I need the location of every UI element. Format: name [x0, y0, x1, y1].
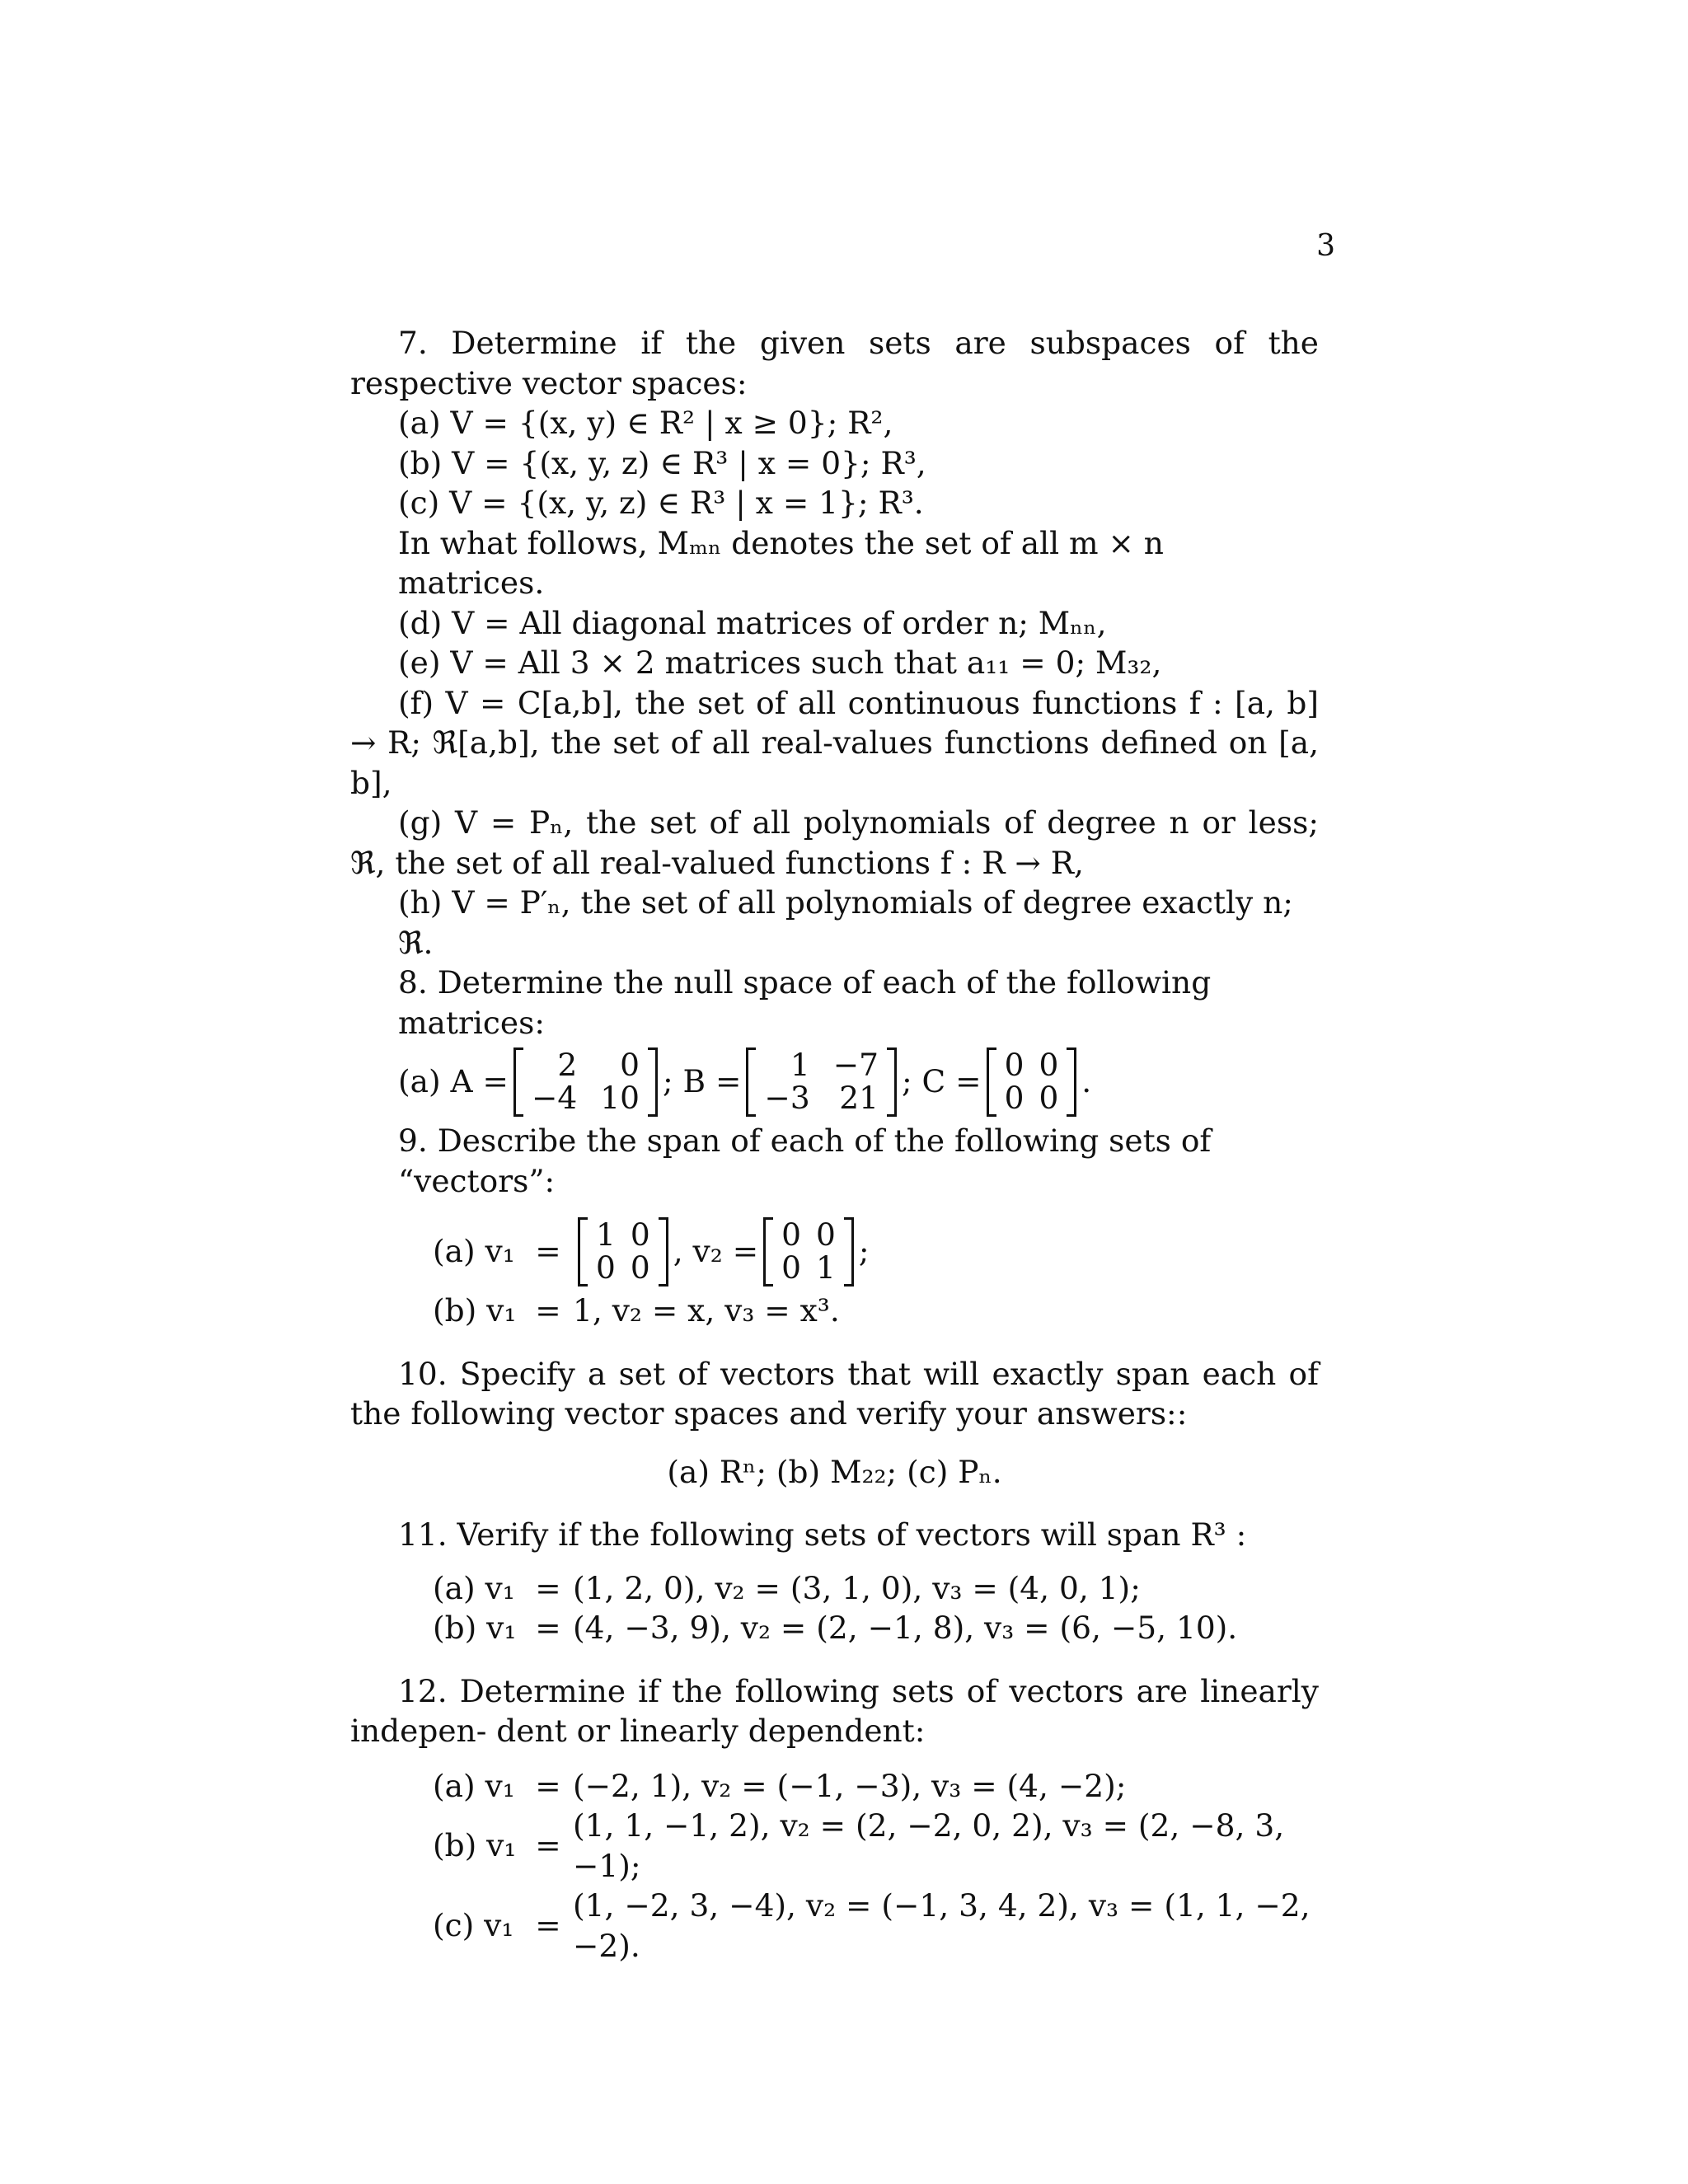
right-bracket-icon	[1067, 1047, 1076, 1117]
q12-row-c	[433, 1886, 1319, 1966]
matrix-v2-entries	[773, 1216, 844, 1286]
matrix-v1-entry: 1	[596, 1216, 616, 1254]
q12-b-label: (b) v₁	[433, 1827, 517, 1864]
q9-a-eq: =	[535, 1233, 561, 1270]
matrix-A-entry: 10	[600, 1080, 640, 1117]
q7-part-c: (c) V = {(x, y, z) ∈ R³ | x = 1}; R³.	[398, 485, 924, 521]
q7-part-e: (e) V = All 3 × 2 matrices such that a₁₁ = 0; M₃₂,	[398, 644, 1162, 681]
matrix-v2-entry: 0	[815, 1216, 836, 1254]
matrix-v2-entry: 0	[781, 1249, 801, 1286]
right-bracket-icon	[887, 1047, 897, 1117]
page-number: 3	[1316, 229, 1335, 263]
q9-part-a	[350, 1212, 1319, 1291]
matrix-A-entry: 2	[557, 1047, 578, 1084]
q12-c-eq: =	[535, 1907, 561, 1944]
matrix-A	[513, 1047, 658, 1117]
q7-part-g	[350, 803, 1319, 883]
q11-a-label: (a) v₁	[433, 1569, 515, 1606]
q8-sep-B: ; B =	[662, 1063, 742, 1100]
exercise-text	[350, 323, 1319, 1966]
matrix-A-entries	[523, 1049, 648, 1115]
question-12	[350, 1671, 1319, 1966]
q10-line2: following vector spaces and verify your answers::	[410, 1395, 1188, 1432]
question-11	[350, 1515, 1319, 1648]
q11-intro: 11. Verify if the following sets of vectors will span R³ :	[398, 1516, 1247, 1553]
q12-row-a	[433, 1766, 1319, 1807]
q7-part-h: (h) V = P′ₙ, the set of all polynomials of degree exactly n; ℜ.	[398, 884, 1293, 961]
q8-label-a: (a) A =	[398, 1063, 509, 1100]
q11-equations	[433, 1568, 1237, 1648]
q10-display: (a) Rⁿ; (b) M₂₂; (c) Pₙ.	[667, 1453, 1002, 1490]
right-bracket-icon	[844, 1217, 854, 1286]
q11-row-a	[433, 1568, 1237, 1609]
q9-intro: 9. Describe the span of each of the following sets of “vectors”:	[398, 1122, 1212, 1199]
q11-row-b	[433, 1608, 1237, 1648]
matrix-B-entries	[756, 1049, 887, 1115]
q7-part-f-line2: R; ℜ[a,b], the set of all real-values functions defined on [a, b],	[350, 724, 1319, 801]
q12-b-rhs: (1, 1, −1, 2), v₂ = (2, −2, 0, 2), v₃ = (2, −8, 3, −1);	[573, 1807, 1285, 1884]
q8-matrices	[350, 1043, 1319, 1121]
question-8	[350, 963, 1319, 1121]
left-bracket-icon	[746, 1047, 756, 1117]
q9-part-b	[433, 1291, 840, 1331]
matrix-v2-entry: 0	[781, 1216, 801, 1254]
q12-a-rhs: (−2, 1), v₂ = (−1, −3), v₃ = (4, −2);	[573, 1767, 1127, 1804]
q12-equations	[433, 1766, 1319, 1966]
q12-line1: 12. Determine if the following sets of vectors are linearly indepen-	[350, 1672, 1319, 1749]
q11-b-label: (b) v₁	[433, 1610, 517, 1646]
q12-c-rhs: (1, −2, 3, −4), v₂ = (−1, 3, 4, 2), v₃ = (1, 1, −2, −2).	[573, 1887, 1311, 1964]
matrix-B-entry: 21	[839, 1080, 879, 1117]
matrix-A-entry: 0	[620, 1047, 640, 1084]
q7-intro-line2: spaces:	[631, 364, 748, 401]
matrix-v1-entry: 0	[596, 1249, 616, 1286]
matrix-v1-entries	[588, 1216, 659, 1286]
matrix-C-entries	[996, 1049, 1067, 1115]
matrix-B-entry: 1	[790, 1047, 810, 1084]
q9-b-eq: =	[535, 1292, 561, 1329]
q7-part-a: (a) V = {(x, y) ∈ R² | x ≥ 0}; R²,	[398, 405, 893, 441]
q9-a-end: ;	[858, 1233, 870, 1270]
matrix-C-entry: 0	[1039, 1080, 1059, 1117]
q10-text	[350, 1354, 1319, 1434]
matrix-A-entry: −4	[531, 1080, 578, 1117]
left-bracket-icon	[987, 1047, 996, 1117]
q10-line1: 10. Specify a set of vectors that will exactly span each of the	[350, 1355, 1319, 1432]
q9-a-label: (a) v₁	[433, 1233, 515, 1270]
question-7	[350, 323, 1319, 963]
q12-row-b	[433, 1806, 1319, 1886]
question-9	[350, 1121, 1319, 1331]
q8-end: .	[1081, 1063, 1092, 1100]
question-10	[350, 1354, 1319, 1493]
left-bracket-icon	[763, 1217, 773, 1286]
matrix-B-entry: −7	[832, 1047, 879, 1084]
q12-a-label: (a) v₁	[433, 1767, 515, 1804]
q7-part-f-line1: (f) V = C[a,b], the set of all continuous functions f : [a, b] →	[350, 684, 1319, 761]
matrix-v1-entry: 0	[630, 1216, 650, 1254]
left-bracket-icon	[578, 1217, 588, 1286]
q12-line2: dent or linearly dependent:	[496, 1713, 926, 1749]
q7-part-d: (d) V = All diagonal matrices of order n; Mₙₙ,	[398, 604, 1107, 641]
left-bracket-icon	[513, 1047, 523, 1117]
q7-part-f	[350, 683, 1319, 804]
q12-c-label: (c) v₁	[433, 1907, 514, 1944]
matrix-C-entry: 0	[1004, 1080, 1025, 1117]
q7-intro	[350, 323, 1319, 403]
matrix-C	[987, 1047, 1077, 1117]
matrix-v2-entry: 1	[815, 1249, 836, 1286]
q8-sep-C: ; C =	[901, 1063, 982, 1100]
q8-intro: 8. Determine the null space of each of the following matrices:	[398, 964, 1212, 1041]
q7-intro-line1: 7. Determine if the given sets are subspaces of the respective vector	[350, 325, 1319, 401]
matrix-C-entry: 0	[1004, 1047, 1025, 1084]
q7-note: In what follows, Mₘₙ denotes the set of all m × n matrices.	[398, 524, 1164, 601]
q11-b-eq: =	[535, 1610, 561, 1646]
q12-a-eq: =	[535, 1767, 561, 1804]
matrix-v1	[578, 1217, 668, 1286]
matrix-B-entry: −3	[764, 1080, 810, 1117]
right-bracket-icon	[659, 1217, 668, 1286]
q7-part-b: (b) V = {(x, y, z) ∈ R³ | x = 0}; R³,	[398, 444, 926, 481]
matrix-v1-entry: 0	[630, 1249, 650, 1286]
q11-b-rhs: (4, −3, 9), v₂ = (2, −1, 8), v₃ = (6, −5, 10).	[573, 1610, 1238, 1646]
q9-b-rhs: 1, v₂ = x, v₃ = x³.	[573, 1292, 840, 1329]
q11-a-rhs: (1, 2, 0), v₂ = (3, 1, 0), v₃ = (4, 0, 1);	[573, 1569, 1141, 1606]
matrix-C-entry: 0	[1039, 1047, 1059, 1084]
q9-b-label: (b) v₁	[433, 1292, 517, 1329]
q9-v2-label: , v₂ =	[673, 1233, 759, 1270]
q11-a-eq: =	[535, 1569, 561, 1606]
q12-text	[350, 1671, 1319, 1751]
q12-b-eq: =	[535, 1827, 561, 1864]
matrix-v2	[763, 1217, 854, 1286]
matrix-B	[746, 1047, 897, 1117]
q7-part-g-line2: set of all real-valued functions f : R → R,	[455, 844, 1084, 881]
q7-part-g-line1: (g) V = Pₙ, the set of all polynomials of degree n or less; ℜ, the	[350, 804, 1319, 881]
right-bracket-icon	[648, 1047, 658, 1117]
